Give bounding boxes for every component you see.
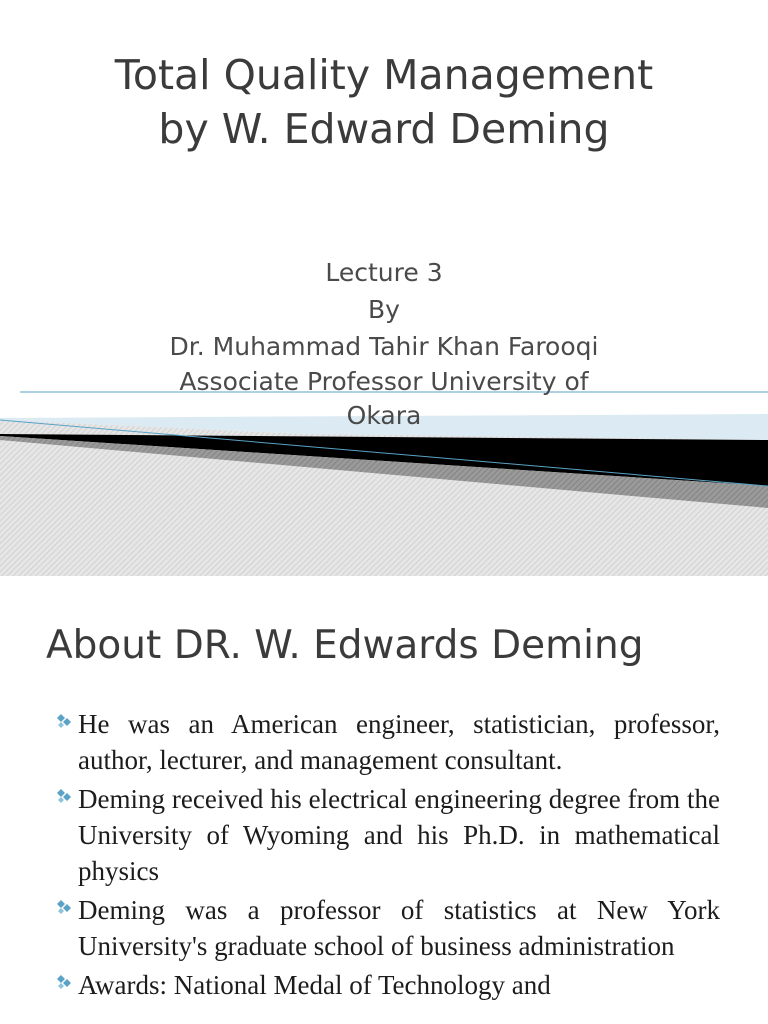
bullet-item <box>56 706 720 778</box>
bullet-item <box>56 967 720 1003</box>
bullet-text: Deming was a professor of statistics at New York University's graduate school of business administration <box>78 895 720 961</box>
about-slide <box>0 576 768 1024</box>
slide-title-line2: by W. Edward Deming <box>158 105 610 153</box>
bullet-text: Awards: National Medal of Technology and <box>78 970 551 1000</box>
bullet-list <box>56 706 720 1006</box>
bullet-item <box>56 781 720 889</box>
lecture-label: Lecture 3 <box>325 258 443 287</box>
diamond-bullet-icon <box>56 899 72 915</box>
slide-title-line1: Total Quality Management <box>114 51 654 99</box>
subtitle-block <box>0 254 768 433</box>
author-name: Dr. Muhammad Tahir Khan Farooqi <box>169 332 599 361</box>
diamond-bullet-icon <box>56 974 72 990</box>
slide-heading: About DR. W. Edwards Deming <box>46 623 644 668</box>
author-position-line2: Okara <box>346 401 422 430</box>
bullet-text: Deming received his electrical engineering degree from the University of Wyoming and his Ph.D. in mathematical physics <box>78 784 720 886</box>
bullet-text: He was an American engineer, statistician, professor, author, lecturer, and management consultant. <box>78 709 720 775</box>
diamond-bullet-icon <box>56 788 72 804</box>
author-position-line1: Associate Professor University of <box>179 367 589 396</box>
diamond-bullet-icon <box>56 713 72 729</box>
by-label: By <box>368 295 400 324</box>
bullet-item <box>56 892 720 964</box>
